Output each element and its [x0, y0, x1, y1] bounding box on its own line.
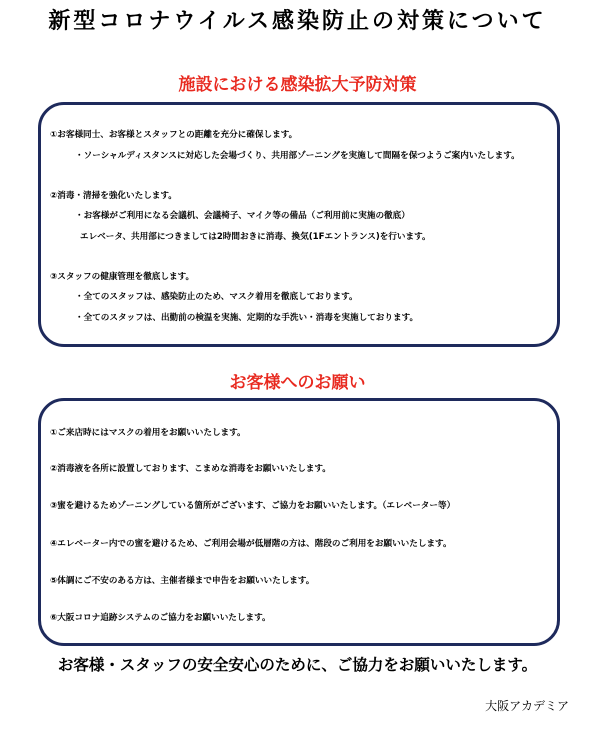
facility-item-3-detail-1: ・全てのスタッフは、感染防止のため、マスク着用を徹底しております。	[75, 292, 358, 302]
facility-item-2-detail-2: エレベータ、共用部につきましては2時間おきに消毒、換気(1Fエントランス)を行います。	[80, 232, 431, 242]
request-item-6: ⑥大阪コロナ追跡システムのご協力をお願いいたします。	[50, 613, 271, 623]
facility-measures-heading: 施設における感染拡大予防対策	[178, 75, 417, 95]
facility-item-2: ②消毒・清掃を強化いたします。	[50, 191, 177, 201]
facility-item-3-detail-2: ・全てのスタッフは、出勤前の検温を実施、定期的な手洗い・消毒を実施しております。	[75, 313, 419, 323]
page-title: 新型コロナウイルス感染防止の対策について	[48, 9, 547, 34]
request-item-4: ④エレベーター内での蜜を避けるため、ご利用会場が低層階の方は、階段のご利用をお願いいたします。	[50, 539, 452, 549]
facility-item-3: ③スタッフの健康管理を徹底します。	[50, 272, 195, 282]
request-item-1: ①ご来店時にはマスクの着用をお願いいたします。	[50, 428, 246, 438]
customer-requests-heading: お客様へのお願い	[229, 373, 366, 393]
facility-item-2-detail-1: ・お客様がご利用になる会議机、会議椅子、マイク等の備品（ご利用前に実施の徹底）	[75, 211, 410, 221]
request-item-2: ②消毒液を各所に設置しております、こまめな消毒をお願いいたします。	[50, 464, 331, 474]
organization-name: 大阪アカデミア	[485, 699, 569, 713]
facility-item-1: ①お客様同士、お客様とスタッフとの距離を充分に確保します。	[50, 130, 298, 140]
request-item-5: ⑤体調にご不安のある方は、主催者様まで申告をお願いいたします。	[50, 576, 315, 586]
facility-item-1-detail: ・ソーシャルディスタンスに対応した会場づくり、共用部ゾーニングを実施して間隔を保つようご案内いたします。	[75, 151, 520, 161]
closing-message: お客様・スタッフの安全安心のために、ご協力をお願いいたします。	[57, 656, 538, 674]
request-item-3: ③蜜を避けるためゾーニングしている箇所がございます、ご協力をお願いいたします。（エレベーター等）	[50, 501, 456, 511]
